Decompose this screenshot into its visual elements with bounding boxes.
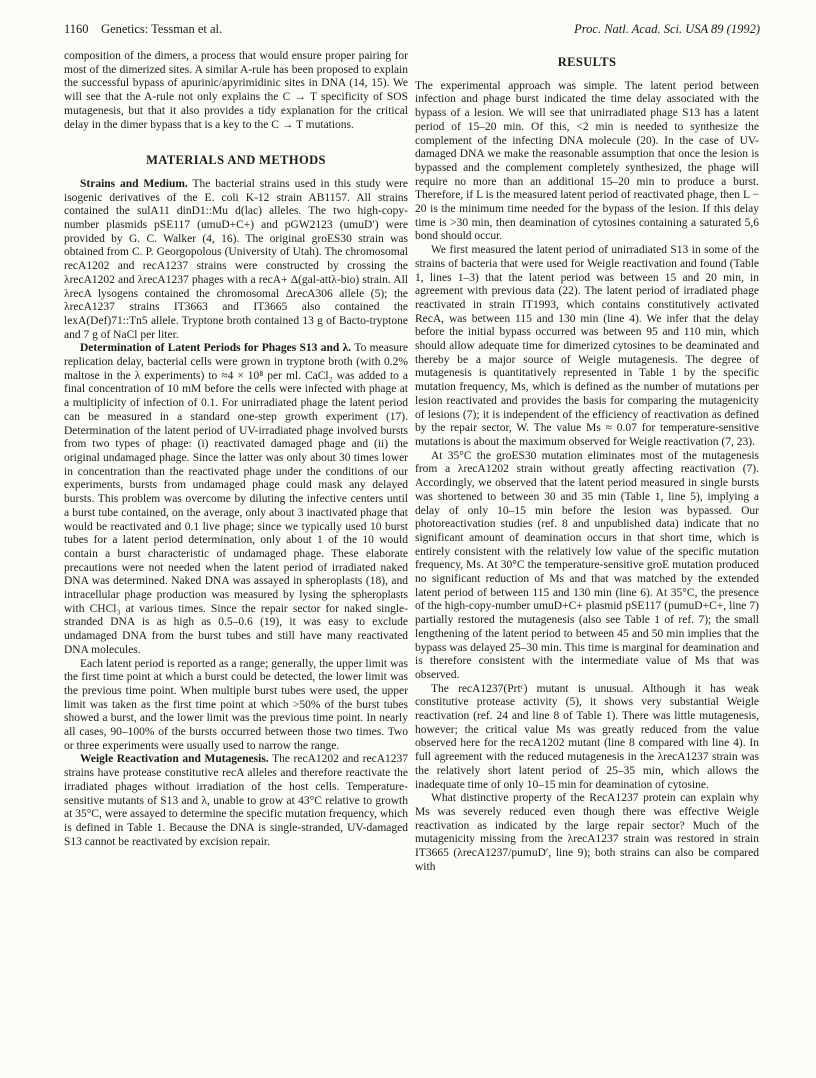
weigle-paragraph	[64, 753, 408, 849]
strains-paragraph	[64, 178, 408, 342]
journal-citation: Proc. Natl. Acad. Sci. USA 89 (1992)	[574, 22, 760, 36]
results-paragraph-2: We first measured the latent period of unirradiated S13 in some of the strains of bacteria that were used for Weigle reactivation and found (Table 1, lines 1–3) that the latent period was between 15 and 20 min, in agreement with previous data (22). The latent period of irradiated phage reactivated in strain IT1993, which contains constitutively activated RecA, was between 115 and 130 min (line 4). We infer that the delay before the initial bypass occurred was between 95 and 110 min, which should allow adequate time for dimerized cytosines to be deaminated and thereby be a major source of Weigle mutagenesis. The degree of mutagenesis is quantitatively represented in Table 1 by the specific mutation frequency, Ms, which is defined as the number of mutations per lesion reactivated and provides the basis for comparing the mutagenicity of lesions (7); it is independent of the efficiency of reactivation as defined by the repair sector, W. The value Ms ≈ 0.07 for temperature-sensitive mutations is about the maximum observed for Weigle reactivation (7, 23).	[415, 244, 759, 448]
results-paragraph-5: What distinctive property of the RecA1237 protein can explain why Ms was severely reduced even though there was effective Weigle reactivation as indicated by the large repair sector? Much of the mutagenicity missing from the λrecA1237 strain was restored in strain IT3665 (λrecA1237/pumuD′, line 9); both strains can also be compared with	[415, 792, 759, 873]
strains-title: Strains and Medium.	[80, 177, 188, 190]
journal-section: Genetics: Tessman et al.	[101, 22, 223, 36]
latent-period-paragraph	[64, 342, 408, 657]
methods-heading: MATERIALS AND METHODS	[146, 153, 326, 168]
strains-text: The bacterial strains used in this study were isogenic derivatives of the E. coli K-12 strain AB1157. All strains contained the sulA11 dinD1::Mu d(lac) alleles. The two high-copy-number plasmids pSE117 (umuD+C+) and pGW2123 (umuD′) were provided by G. C. Walker (4, 16). The original groES30 strain was obtained from C. P. Georgopolous (University of Utah). The chromosomal recA1202 and recA1237 strains were constructed by crossing the λrecA1202 and λrecA1237 phages with a recA+ Δ(gal-attλ-bio) strain. All λrecA lysogens contained the chromosomal ΔrecA306 allele (5); the λrecA1237 strains IT3663 and IT3665 also contained the lexA(Def)71::Tn5 allele. Tryptone broth contained 13 g of Bacto-tryptone and 7 g of NaCl per liter.	[64, 177, 408, 341]
page-number: 1160	[64, 22, 89, 36]
left-column	[64, 50, 408, 849]
latent-range-paragraph: Each latent period is reported as a range; generally, the upper limit was the first time point at which a burst could be detected, the lower limit was the previous time point. When multiple burst tubes were used, the upper limit was taken as the first time point at which >50% of the burst tubes showed a burst, and the lower limit was the previous time point. In nearly all cases, 90–100% of the bursts occurred between those two times. Two or three experiments were usually used to narrow the range.	[64, 657, 408, 752]
running-header	[64, 22, 760, 42]
results-heading: RESULTS	[557, 55, 617, 69]
results-paragraph-1: The experimental approach was simple. The latent period between infection and phage burst indicated the time delay associated with the bypass of a lesion. We will see that unirradiated phage S13 has a latent period of 15–20 min. Of this, <2 min is needed to synthesize the complement of the infecting DNA molecule (20). In the case of UV-damaged DNA we make the reasonable assumption that once the lesion is bypassed and the complement completely synthesized, the phage will require no more than an additional 15–20 min to produce a burst. Therefore, if L is the measured latent period of reactivated phage, then L − 20 is the minimum time needed for the bypass of the lesion. If this delay time is >30 min, then deamination of cytosines containing a saturated 5,6 bond should occur.	[415, 79, 759, 243]
weigle-text: The recA1202 and recA1237 strains have protease constitutive recA alleles and therefore reactivate the irradiated phages without irradiation of the host cells. Temperature-sensitive mutants of S13 and λ, unable to grow at 43°C relative to growth at 35°C, were assayed to determine the specific mutation frequency, which is defined in Table 1. Because the DNA is single-stranded, UV-damaged S13 cannot be reactivated by excision repair.	[64, 753, 408, 848]
results-paragraph-4: The recA1237(Prtᶜ) mutant is unusual. Although it has weak constitutive protease activity (5), it shows very substantial Weigle reactivation (ref. 24 and line 8 of Table 1). There was little mutagenesis, however; the critical value Ms was greatly reduced from the value observed here for the recA1202 mutant (line 8 compared with line 4). In full agreement with the reduced mutagenesis in the λrecA1237 strain was the relatively short latent period of 25–35 min, which allows the inadequate time of only 10–15 min for deamination of cytosine.	[415, 682, 759, 791]
latent-period-text: To measure replication delay, bacterial cells were grown in tryptone broth (with 0.2% maltose in the λ experiments) to ≈4 × 10⁸ per ml. CaCl₂ was added to a final concentration of 10 mM before the cells were infected with phage at a multiplicity of infection of 0.1. For unirradiated phage the latent period can be measured in a standard one-step growth experiment (17). Determination of the latent period of UV-irradiated phage involved bursts from two types of phage: (i) reactivated damaged phage and (ii) the original undamaged phage. Since the latter was only about 30 times lower in concentration than the reactivated phage under the conditions of our experiments, bursts from undamaged phage could mask any delayed bursts. This problem was overcome by diluting the infective centers until a burst tube contained, on the average, only about 3 inactivated phage that would be reactivated and 0.1 live phage; since we typically used 10 burst tubes for a latent period determination, only about 1 of the 10 would contain a burst characteristic of undamaged phage. These elaborate precautions were not needed when the latent period of irradiated naked DNA was determined. Naked DNA was assayed in spheroplasts (18), and intracellular phage production was measured by lysing the spheroplasts with CHCl₃ at various times. Since the repair sector for naked single-stranded DNA is as high as 0.5–0.6 (19), it was easy to exclude undamaged DNA from the burst tubes and still have many reactivated DNA molecules.	[64, 342, 408, 656]
intro-paragraph: composition of the dimers, a process that would ensure proper pairing for most of the dimerized sites. A similar A-rule has been proposed to explain the successful bypass of apurinic/apyrimidinic sites in DNA (14, 15). We will see that the A-rule not only explains the C → T specificity of SOS mutagenesis, but that it also provides a tidy explanation for the critical delay in the dimer bypass that is a key to the C → T mutations.	[64, 50, 408, 131]
header-left	[64, 22, 222, 37]
weigle-title: Weigle Reactivation and Mutagenesis.	[80, 753, 269, 766]
latent-period-title: Determination of Latent Periods for Phages S13 and λ.	[80, 342, 352, 355]
right-column	[415, 50, 759, 874]
results-paragraph-3: At 35°C the groES30 mutation eliminates most of the mutagenesis from a λrecA1202 strain without greatly affecting reactivation (7). Accordingly, we observed that the latent period measured in single bursts was shortened to between 30 and 35 min (Table 1, line 5), implying a delay of only 10–15 min before the lesion was bypassed. Our photoreactivation studies (ref. 8 and unpublished data) indicate that no significant amount of deamination occurs in that short time, which is entirely consistent with the relatively low value of the specific mutation frequency, Ms. At 30°C the temperature-sensitive groE mutation produced no significant reduction of Ms and that was matched by the extended latent period of between 115 and 130 min (line 6). At 35°C, the presence of the high-copy-number umuD+C+ plasmid pSE117 (pumuD+C+, line 7) partially restored the mutagenesis (also see Table 1 of ref. 7); the small lengthening of the latent period to between 45 and 50 min implies that the bypass was delayed 25–30 min. This time is marginal for deamination and is therefore consistent with the intermediate value of Ms that was observed.	[415, 449, 759, 681]
